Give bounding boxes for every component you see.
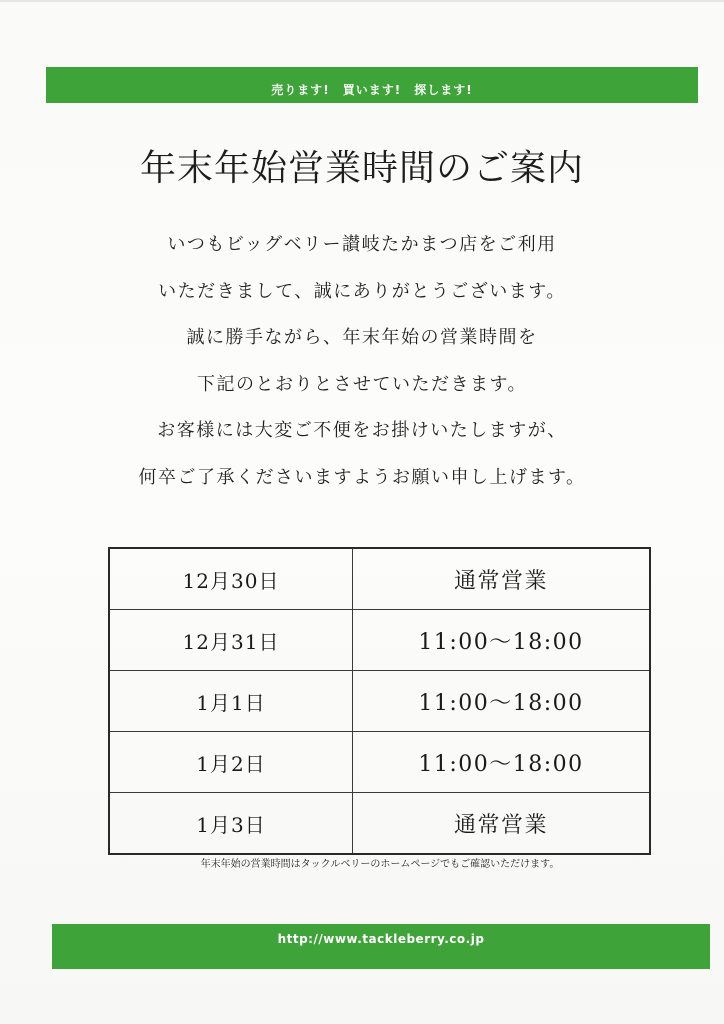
hours-cell: 11:00〜18:00 bbox=[353, 671, 651, 732]
message-line: 誠に勝手ながら、年末年始の営業時間を bbox=[186, 327, 538, 348]
table-row bbox=[109, 548, 650, 610]
date-cell: 1月3日 bbox=[109, 793, 353, 855]
top-banner bbox=[46, 67, 698, 103]
footnote: 年末年始の営業時間はタックルベリーのホームページでもご確認いただけます。 bbox=[200, 859, 560, 870]
date-cell: 12月31日 bbox=[109, 610, 353, 671]
message-line: 下記のとおりとさせていただきます。 bbox=[196, 373, 528, 395]
hours-cell: 通常営業 bbox=[353, 793, 651, 855]
top-banner-text: 売ります! 買います! 探します! bbox=[271, 82, 473, 97]
date-cell: 1月1日 bbox=[109, 671, 353, 732]
message-line: いただきまして、誠にありがとうございます。 bbox=[158, 280, 566, 302]
table-row bbox=[109, 793, 650, 855]
bottom-banner bbox=[52, 924, 710, 969]
scan-edge bbox=[0, 0, 724, 2]
message-line: いつもビッグベリー讃岐たかまつ店をご利用 bbox=[167, 234, 557, 255]
table-row bbox=[109, 732, 650, 793]
page-title: 年末年始営業時間のご案内 bbox=[139, 148, 584, 189]
hours-cell: 11:00〜18:00 bbox=[353, 610, 651, 671]
message-line: お客様には大変ご不便をお掛けいたしますが、 bbox=[157, 420, 567, 441]
message-line: 何卒ご了承くださいますようお願い申し上げます。 bbox=[138, 466, 586, 488]
website-url: http://www.tackleberry.co.jp bbox=[277, 932, 485, 946]
table-row bbox=[109, 610, 650, 671]
date-cell: 1月2日 bbox=[109, 732, 353, 793]
schedule-table bbox=[108, 547, 651, 855]
date-cell: 12月30日 bbox=[109, 548, 353, 610]
hours-cell: 通常営業 bbox=[353, 548, 651, 610]
hours-cell: 11:00〜18:00 bbox=[353, 732, 651, 793]
table-row bbox=[109, 671, 650, 732]
message-block bbox=[0, 222, 724, 501]
